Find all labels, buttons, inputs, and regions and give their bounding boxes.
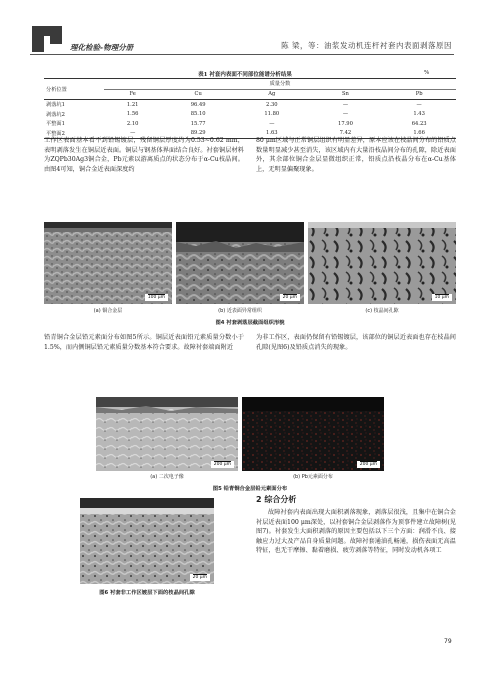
eds-table [44, 78, 456, 139]
table-cell: 平整面2 [44, 129, 104, 139]
table-cell: — [269, 120, 275, 127]
scale-bar: 10 μm [432, 294, 452, 301]
body-text-right-2: 为非工作区，表面仍保留有铅锡镀层，该部位的铜层近表面也存在枝晶间孔隙(见图6)及铅质点消失的现象。 [256, 334, 456, 351]
fig4b-label: (b) 近表面异常组织 [218, 308, 262, 314]
table-col-head: 分析位置 [44, 79, 104, 100]
table-cell: 剥落坑1 [46, 102, 65, 109]
fig6-caption: 图6 衬套非工作区镀层下面的枝晶间孔隙 [99, 590, 195, 596]
table-row [44, 119, 456, 129]
scale-bar: 200 μm [211, 461, 234, 468]
table-group-head: 质量分数 [104, 79, 456, 90]
micrograph-fig5a [96, 397, 238, 471]
table-row [44, 110, 456, 120]
micrograph-fig4c [308, 222, 456, 304]
table-cell: 2.30 [266, 101, 278, 108]
section-body: 故障衬套内表面出现大面积剥落现象，剥落层很浅，且集中在铜合金衬层近表面100 μm深处，以衬套铜合金层剥落作为顶事件建立故障树(见图7)。衬套发生大面积剥落的原因主要包括以下三个方面：润滑不良、接触应力过大及产品自身质量问题。故障衬套通油孔畅通，损伤表面无高温特征，也无干摩擦、黏着磨损、疲劳剥落等特征，同时发动机各项工 [256, 509, 456, 555]
body-text-left-1: 工作区表面基本看不到铅锡镀层，残留铜层厚度约为0.53~0.62 mm，表明剥落发生在铜层近表面。铜层与钢基体界面结合良好。衬套铜层材料为ZQPb30Ag3铜合金，Pb元素以游离质点的状态分布于α-Cu枝晶间。由图4可知，铜合金近表面深度约 [44, 137, 244, 173]
table-header-cell: Pb [382, 89, 456, 100]
table-caption: 表1 衬套内表面不同部位能谱分析结果 [198, 72, 292, 78]
table-header-cell: Sn [309, 89, 383, 100]
table-cell: 15.77 [190, 120, 206, 127]
table-header-cell: Cu [161, 89, 235, 100]
table-header-cell: Ag [235, 89, 309, 100]
table-cell: 64.23 [411, 120, 427, 127]
table-cell: — [342, 111, 349, 118]
table-cell: 1.43 [413, 111, 425, 118]
header-rule [30, 54, 454, 55]
table-cell: 1.56 [126, 111, 139, 118]
table-row [44, 100, 456, 110]
journal-name: 理化检验-物理分册 [70, 43, 134, 52]
scale-bar: 200 μm [357, 461, 380, 468]
table-cell: — [416, 101, 422, 108]
fig5-caption: 图5 铅青铜合金层铅元素面分布 [212, 486, 288, 492]
fig4a-label: (a) 铜合金层 [93, 308, 123, 314]
table-cell: — [104, 129, 161, 139]
table-cell: 剥落坑2 [46, 111, 65, 118]
journal-logo [30, 22, 74, 54]
running-title: 陈 梁，等：油浆发动机连杆衬套内表面剥落原因 [281, 41, 452, 50]
fig5b-label: (b) Pb元素面分布 [293, 474, 333, 480]
fig4-caption: 图4 衬套剥落层截面组织形貌 [215, 320, 285, 326]
micrograph-fig6 [80, 498, 214, 584]
table-cell: 7.42 [309, 129, 383, 139]
table-unit: % [424, 70, 430, 76]
table-cell: 89.29 [161, 129, 235, 139]
fig4c-label: (c) 枝晶间孔隙 [365, 308, 399, 314]
micrograph-fig4b [176, 222, 304, 304]
table-cell: 1.63 [235, 129, 309, 139]
scale-bar: 100 μm [145, 294, 168, 301]
table-cell: 17.90 [338, 120, 353, 127]
section-heading: 2 综合分析 [256, 495, 297, 504]
table-cell: 85.10 [190, 111, 206, 118]
table-cell: 1.66 [382, 129, 456, 139]
scale-bar: 20 μm [280, 294, 300, 301]
table-header-cell: Fe [104, 89, 161, 100]
scale-bar: 20 μm [190, 574, 210, 581]
table-cell: 2.10 [126, 120, 139, 127]
micrograph-fig5b [242, 397, 384, 471]
table-cell: 11.80 [264, 111, 280, 118]
page-number: 79 [444, 638, 452, 645]
table-cell: 平整面1 [46, 121, 65, 128]
fig5a-label: (a) 二次电子像 [150, 474, 184, 480]
table-cell: — [342, 101, 349, 108]
table-cell: 1.21 [126, 101, 139, 108]
micrograph-fig4a [44, 222, 172, 304]
table-cell: 96.49 [190, 101, 206, 108]
body-text-left-2: 铅青铜合金层铅元素面分布如图5所示。铜层近表面铅元素质量分数小于1.5%，而内侧铜层铅元素质量分数基本符合要求。故障衬套端面附近 [44, 334, 244, 351]
body-text-right-1: 80 μm区域与正常铜层组织有明显差异，原本应该在枝晶间分布的铅质点数量明显减少甚至消失，该区域内有大量沿枝晶间分布的孔隙，除近表面外，其余部位铜合金层显微组织正常，铅质点沿枝晶分布在α-Cu基体上，无明显偏聚现象。 [256, 137, 456, 173]
